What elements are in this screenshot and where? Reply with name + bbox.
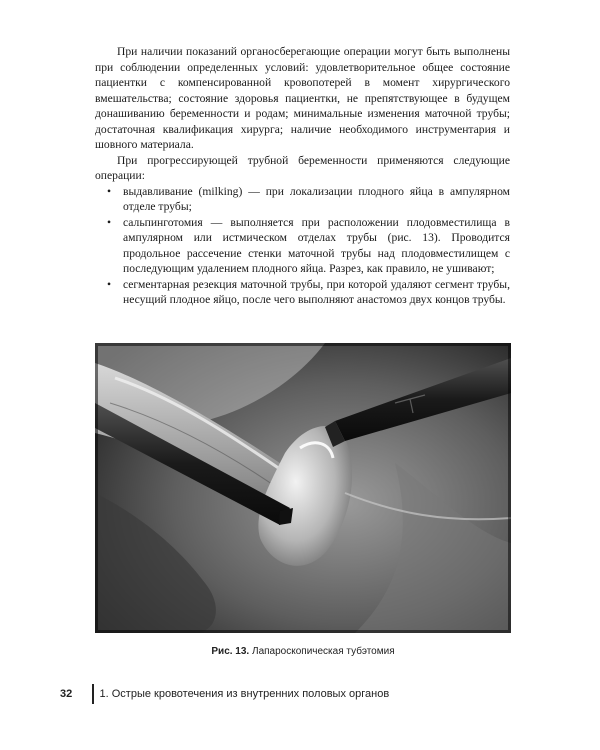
figure-label: Рис. 13. xyxy=(211,646,250,657)
paragraph-1: При наличии показаний органосберегающие операции могут быть выполнены при соблюдении определенных условий: удовлетворительное общее состояние пациентки с компенсированной кровопотерей в момент хирургического вмешательства; состояние здоровья пациентки, не препятствующее в будущем донашиванию беременности и родам; минимальные изменения маточной трубы; достаточная квалификация хирурга; наличие необходимого инструментария и шовного материала. xyxy=(95,45,510,151)
laparoscopy-image xyxy=(95,343,511,633)
figure-caption xyxy=(95,646,511,657)
list-item xyxy=(95,277,510,308)
list-item xyxy=(95,184,510,215)
list-item-text: сегментарная резекция маточной трубы, при которой удаляют сегмент трубы, несущий плодное яйцо, после чего выполняют анастомоз двух концов трубы. xyxy=(123,277,510,306)
footer-divider xyxy=(92,684,94,704)
list-item-text: выдавливание (milking) — при локализации плодного яйца в ампулярном отделе трубы; xyxy=(123,184,510,213)
list-item xyxy=(95,215,510,277)
laparoscopy-photo xyxy=(95,343,511,633)
page-number: 32 xyxy=(60,688,73,700)
list-item-text: сальпинготомия — выполняется при расположении плодовместилища в ампулярном или истмическом отделах трубы (рис. 13). Проводится продольное рассечение стенки маточной трубы над плодовместилищем с последующим удалением плодного яйца. Разрез, как правило, не ушивают; xyxy=(123,215,510,275)
bullet-icon: • xyxy=(107,215,112,229)
figure-caption-text: Лапароскопическая тубэтомия xyxy=(252,646,395,657)
operations-list xyxy=(95,184,510,308)
bullet-icon: • xyxy=(107,184,112,198)
paragraph-2: При прогрессирующей трубной беременности применяются следующие операции: xyxy=(95,153,510,182)
chapter-title: 1. Острые кровотечения из внутренних половых органов xyxy=(99,688,390,700)
page-footer xyxy=(60,684,389,704)
body-text xyxy=(95,44,510,308)
bullet-icon: • xyxy=(107,277,112,291)
